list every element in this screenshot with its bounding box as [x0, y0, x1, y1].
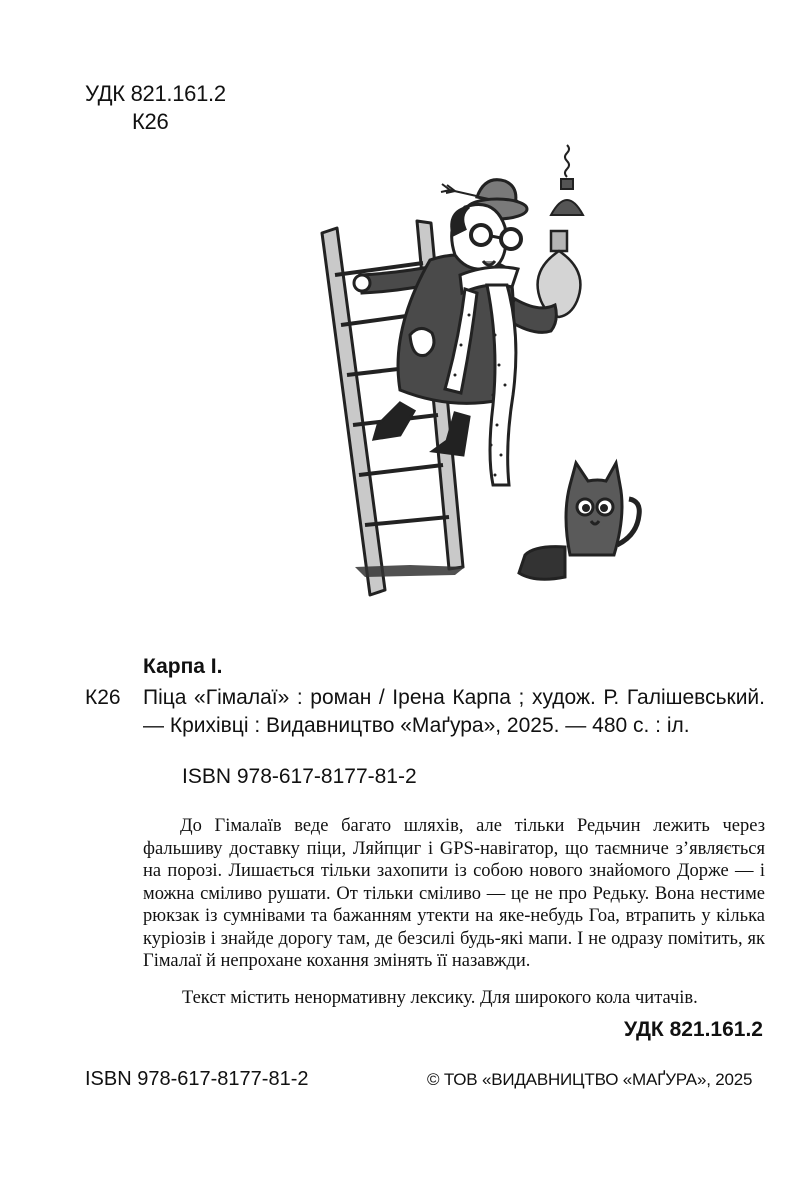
cat-icon — [519, 463, 639, 579]
hanging-lamp-icon — [551, 145, 583, 215]
man-on-ladder-with-bulb-and-cat-illustration — [255, 135, 655, 605]
man-figure-icon — [354, 205, 556, 486]
copyright-notice: © ТОВ «ВИДАВНИЦТВО «МАҐУРА», 2025 — [427, 1070, 753, 1089]
light-bulb-icon — [538, 231, 581, 317]
udk-header — [85, 80, 226, 136]
udk-bottom: УДК 821.161.2 — [623, 1018, 763, 1041]
bibliographic-isbn: ISBN 978-617-8177-81-2 — [182, 765, 417, 788]
bibliographic-description: Піца «Гімалаї» : роман / Ірена Карпа ; худож. Р. Галішевський. — Крихівці : Видавництво «Маґура», 2025. — 480 с. : іл. — [143, 686, 765, 737]
footer-isbn: ISBN 978-617-8177-81-2 — [85, 1068, 309, 1090]
udk-classification: УДК 821.161.2 — [85, 81, 226, 106]
annotation-text: До Гімалаїв веде багато шляхів, але тільки Редьчин лежить через фальшиву доставку піци, Ляйпциг і GPS-навігатор, що таємниче з’являється на порозі. Лишається тільки захопити із собою нового знайомого Дорже — і можна сміливо рушати. От тільки сміливо — це не про Редьку. Вона нестиме рюкзак із сумнівами та бажанням утекти на яке-небудь Гоа, втрапить у кілька куріозів і знайде дорогу там, де безсилі будь-які мапи. І не одразу помітить, як Гімалаї й непрохане кохання змінять її назавжди. — [143, 816, 765, 971]
book-annotation — [143, 815, 765, 973]
catalog-code: К26 — [85, 686, 121, 709]
author-name: Карпа І. — [143, 655, 223, 678]
author-mark-code: К26 — [132, 109, 169, 134]
content-warning: Текст містить ненормативну лексику. Для широкого кола читачів. — [182, 988, 698, 1008]
